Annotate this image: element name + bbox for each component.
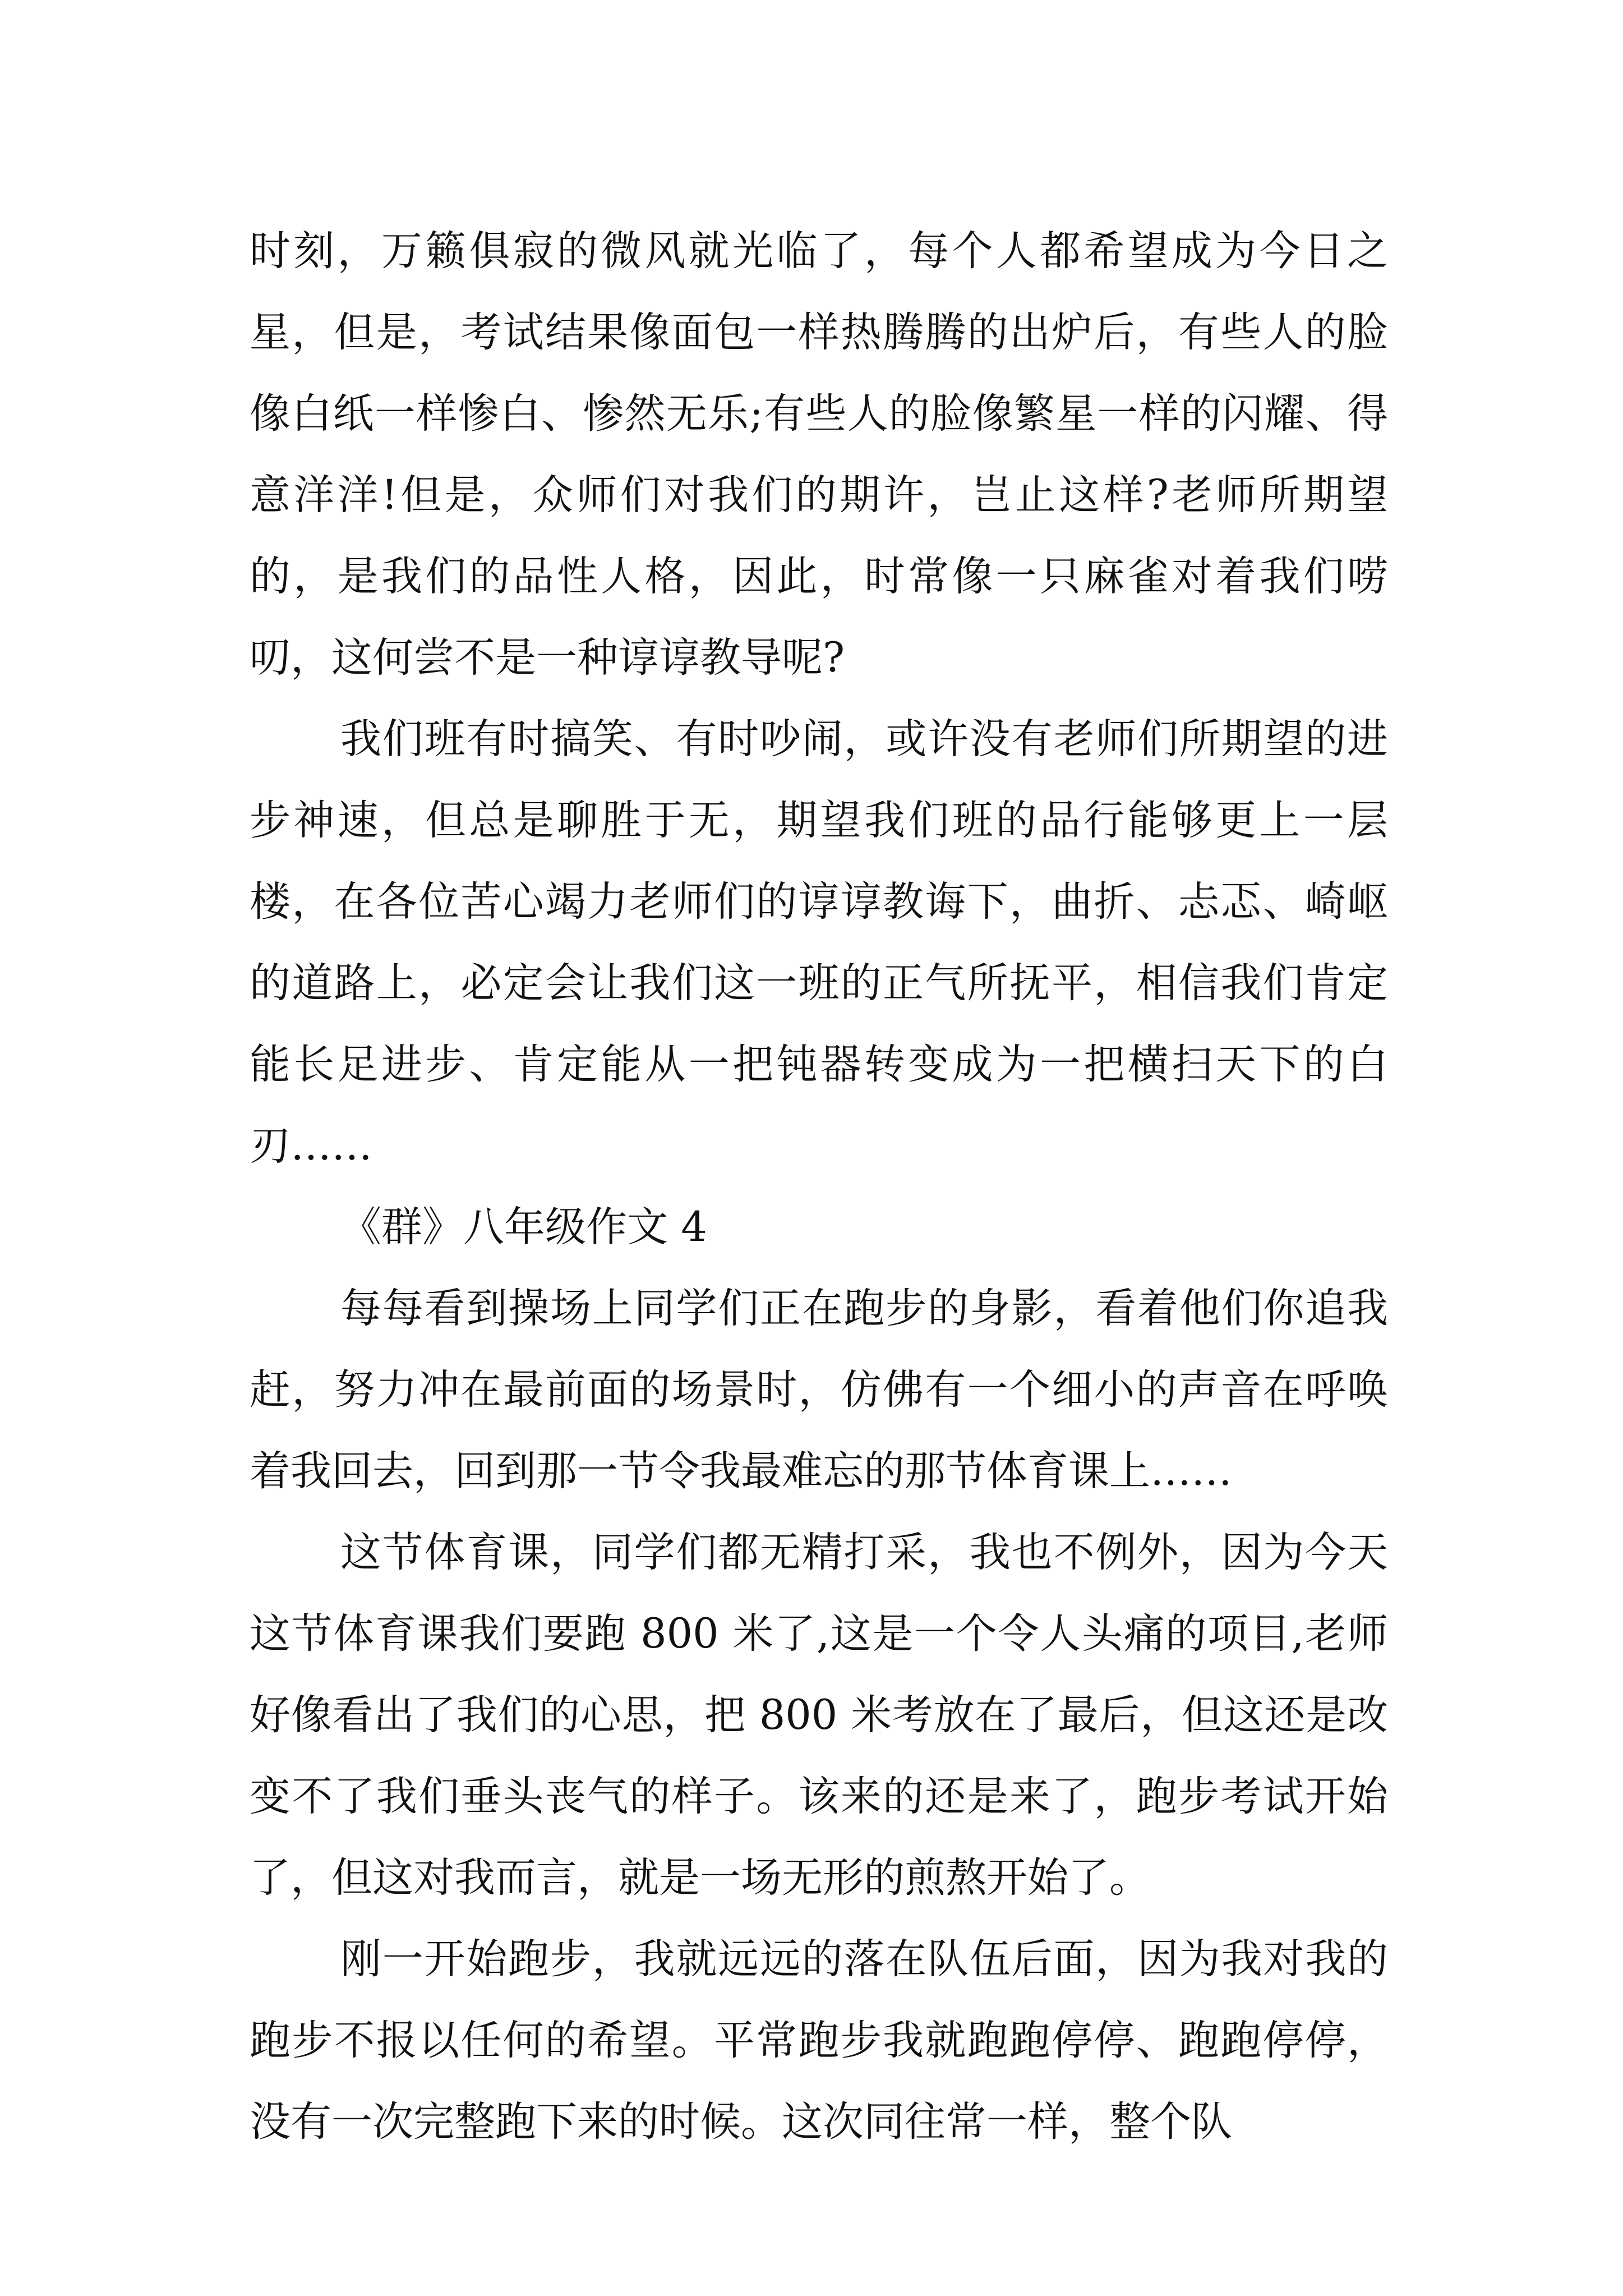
paragraph-continuation: 时刻，万籁俱寂的微风就光临了，每个人都希望成为今日之星，但是，考试结果像面包一样热腾腾的出炉后，有些人的脸像白纸一样惨白、惨然无乐;有些人的脸像繁星一样的闪耀、得意洋洋!但是，众师们对我们的期许，岂止这样?老师所期望的，是我们的品性人格，因此，时常像一只麻雀对着我们唠叨，这何尝不是一种谆谆教导呢? bbox=[250, 227, 1388, 682]
paragraph-intro: 每每看到操场上同学们正在跑步的身影，看着他们你追我赶，努力冲在最前面的场景时，仿佛有一个细小的声音在呼唤着我回去，回到那一节令我最难忘的那节体育课上…… bbox=[250, 1285, 1388, 1495]
paragraph-pe-class: 这节体育课，同学们都无精打采，我也不例外，因为今天这节体育课我们要跑 800 米了,这是一个令人头痛的项目,老师好像看出了我们的心思，把 800 米考放在了最后，但这还是改变不了我们垂头丧气的样子。该来的还是来了，跑步考试开始了，但这对我而言，就是一场无形的煎熬开始了。 bbox=[250, 1529, 1388, 1902]
paragraph-class-description: 我们班有时搞笑、有时吵闹，或许没有老师们所期望的进步神速，但总是聊胜于无，期望我们班的品行能够更上一层楼，在各位苦心竭力老师们的谆谆教诲下，曲折、忐忑、崎岖的道路上，必定会让我们这一班的正气所抚平，相信我们肯定能长足进步、肯定能从一把钝器转变成为一把横扫天下的白刃…… bbox=[250, 715, 1388, 1170]
essay-title: 《群》八年级作文 4 bbox=[340, 1203, 707, 1251]
essay-body bbox=[250, 210, 1388, 2162]
paragraph-running: 刚一开始跑步，我就远远的落在队伍后面，因为我对我的跑步不报以任何的希望。平常跑步我就跑跑停停、跑跑停停，没有一次完整跑下来的时候。这次同往常一样，整个队 bbox=[250, 1935, 1388, 2146]
